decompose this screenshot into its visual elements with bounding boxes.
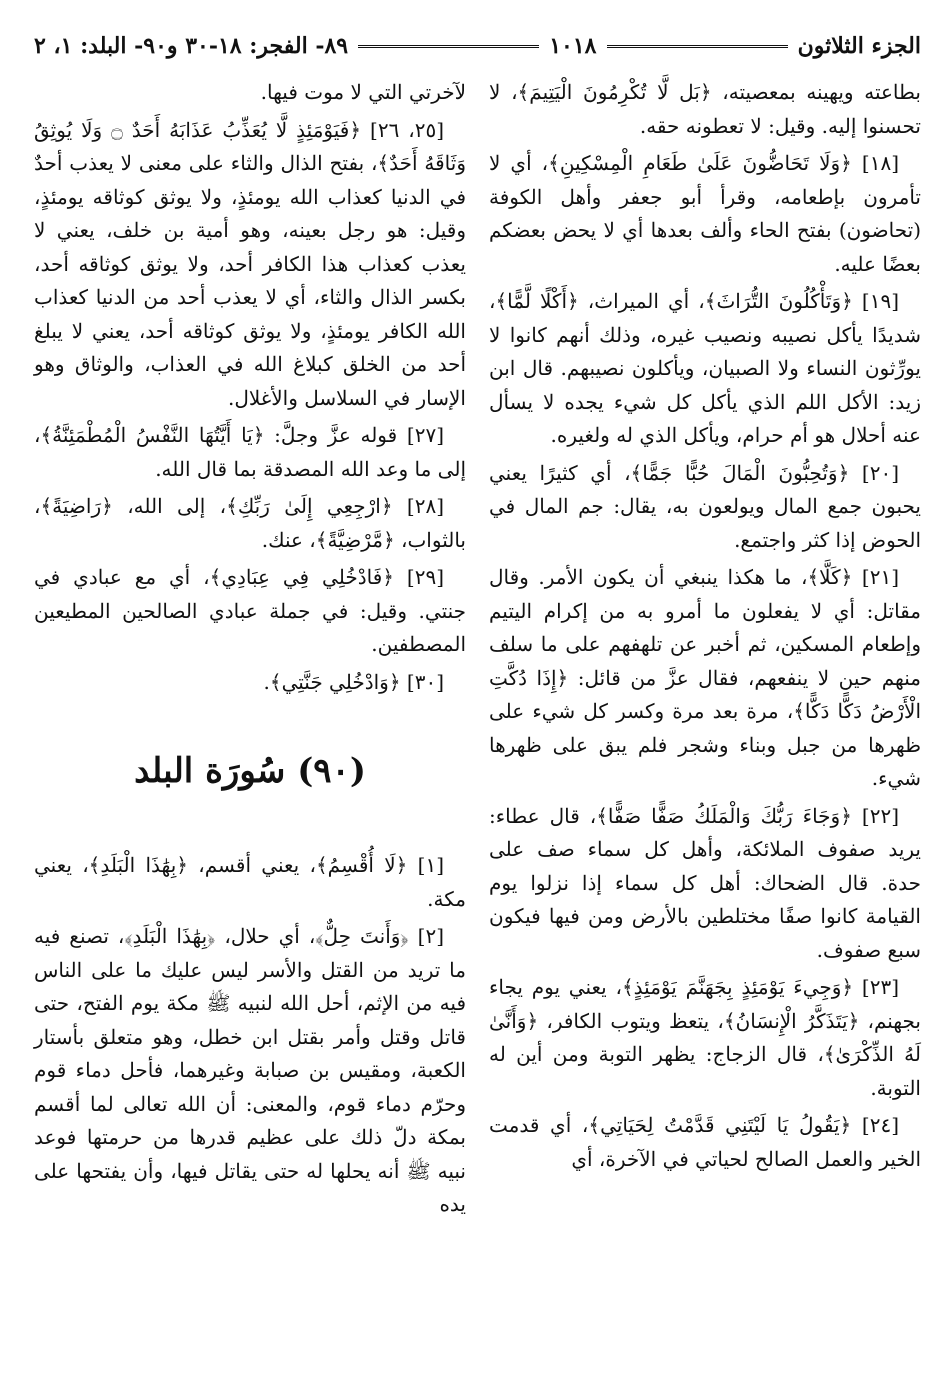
paragraph: [٢٨] ﴿ارْجِعِي إِلَىٰ رَبِّكِ﴾، إلى الله، ﴿رَاضِيَةً﴾، بالثواب، ﴿مَّرْضِيَّةً﴾، عنك. (34, 494, 466, 552)
surahs-range: ٨٩- الفجر: ١٨-٣٠ و٩٠- البلد: ١، ٢ (33, 33, 349, 59)
right-column (489, 76, 921, 1180)
paragraph: [٢٧] قوله عزَّ وجلَّ: ﴿يَا أَيَّتُهَا النَّفْسُ الْمُطْمَئِنَّةُ﴾، إلى ما وعد الله المصدقة بما قال الله. (34, 423, 466, 481)
left-column (34, 76, 466, 1226)
paragraph: [٢٠] ﴿وَتُحِبُّونَ الْمَالَ حُبًّا جَمًّا﴾، أي كثيرًا يعني يحبون جمع المال ويولعون به، يقال: جم المال في الحوض إذا كثر واجتمع. (489, 460, 921, 552)
paragraph: لآخرتي التي لا موت فيها. (260, 80, 466, 104)
paragraph: [٢٢] ﴿وَجَاءَ رَبُّكَ وَالْمَلَكُ صَفًّا صَفًّا﴾، قال عطاء: يريد صفوف الملائكة، وأهل كل سماء صف على حدة. قال الضحاك: أهل كل سماء إذا نزلوا يوم القيامة كانوا صفًا مختلطين بالأرض ومن فيها فيكون سبع صفوف. (489, 803, 921, 962)
paragraph: [١] ﴿لَا أُقْسِمُ﴾، يعني أقسم، ﴿بِهَٰذَا الْبَلَدِ﴾، يعني مكة. (34, 853, 466, 911)
surah-title: (٩٠) سُورَة البلد (134, 751, 366, 791)
paragraph: [٢] ﴿وَأَنتَ حِلٌّ﴾، أي حلال، ﴿بِهَٰذَا الْبَلَدِ﴾، تصنع فيه ما تريد من القتل والأسر ليس عليك ما على الناس فيه من الإثم، أحل الله لنبيه ﷺ مكة يوم الفتح، حتى قاتل وقتل وأمر بقتل ابن خطل، وهو متعلق بأستار الكعبة، ومقيس بن صبابة وغيرهما، فأحل دماء قوم وحرّم دماء قوم، والمعنى: أن الله تعالى لما أقسم بمكة دلّ ذلك على عظيم قدرها من حرمتها فوعد نبيه ﷺ أنه يحلها له حتى يقاتل فيها، وأن يفتحها على يده (34, 924, 467, 1216)
paragraph: بطاعته ويهينه بمعصيته، ﴿بَل لَّا تُكْرِمُونَ الْيَتِيمَ﴾، لا تحسنوا إليه. وقيل: لا تعطونه حقه. (489, 80, 921, 138)
paragraph: [٢٩] ﴿فَادْخُلِي فِي عِبَادِي﴾، أي مع عبادي في جنتي. وقيل: في جملة عبادي الصالحين المطيعين المصطفين. (34, 565, 466, 656)
juz-label: الجزء الثلاثون (797, 33, 921, 59)
page-header (34, 26, 921, 66)
paragraph: [٢٣] ﴿وَجِيءَ يَوْمَئِذٍ بِجَهَنَّمَ يَوْمَئِذٍ﴾، يعني يوم يجاء بجهنم، ﴿يَتَذَكَّرُ الْإِنسَانُ﴾، يتعظ ويتوب الكافر، ﴿وَأَنَّىٰ لَهُ الذِّكْرَىٰ﴾، قال الزجاج: يظهر التوبة ومن أين له التوبة. (489, 975, 921, 1100)
header-rule-right (607, 45, 788, 48)
paragraph: [١٨] ﴿وَلَا تَحَاضُّونَ عَلَىٰ طَعَامِ الْمِسْكِينِ﴾، أي لا تأمرون بإطعامه، وقرأ أبو جعفر وأهل الكوفة (تحاضون) بفتح الحاء وألف بعدها أي لا يحض بعضكم بعضًا عليه. (489, 151, 921, 276)
header-rule-left (358, 45, 539, 48)
paragraph: [٢١] ﴿كَلَّا﴾، ما هكذا ينبغي أن يكون الأمر. وقال مقاتل: أي لا يفعلون ما أمرو به من إكرام اليتيم وإطعام المسكين، ثم أخبر عن تلهفهم على ما سلف منهم حين لا ينفعهم، فقال عزَّ من قائل: ﴿إِذَا دُكَّتِ الْأَرْضُ دَكًّا دَكًّا﴾، مرة بعد مرة وكسر كل شيء على ظهرها من جبل وبناء وشجر فلم يبق على ظهرها شيء. (489, 565, 921, 790)
paragraph: [١٩] ﴿وَتَأْكُلُونَ التُّرَاثَ﴾، أي الميراث، ﴿أَكْلًا لَّمًّا﴾، شديدًا يأكل نصيبه ونصيب غيره، وذلك أنهم كانوا لا يورِّثون النساء ولا الصبيان، ويأكلون نصيبهم. قال ابن زيد: الأكل اللم الذي يأكل كل شيء يجده لا يسأل عنه أحلال هو أم حرام، ويأكل الذي له ولغيره. (489, 289, 921, 447)
paragraph: [٢٤] ﴿يَقُولُ يَا لَيْتَنِي قَدَّمْتُ لِحَيَاتِي﴾، أي قدمت الخير والعمل الصالح لحياتي في الآخرة، أي (489, 1113, 921, 1171)
paragraph: [٣٠] ﴿وَادْخُلِي جَنَّتِي﴾. (263, 669, 444, 694)
paragraph: [٢٥، ٢٦] ﴿فَيَوْمَئِذٍ لَّا يُعَذِّبُ عَذَابَهُ أَحَدٌ ۝ وَلَا يُوثِقُ وَثَاقَهُ أَحَدٌ﴾، بفتح الذال والثاء على معنى لا يعذب أحدٌ في الدنيا كعذاب الله يومئذٍ، ولا يوثق كوثاقه يومئذٍ، وقيل: هو رجل بعينه، وهو أمية بن خلف، يعني لا يعذب كعذاب هذا الكافر أحد، ولا يوثق كوثاقه أحد، بكسر الذال والثاء، أي لا يعذب أحد من الدنيا كعذاب الله الكافر يومئذٍ، ولا يوثق كوثاقه أحد، يعني لا يبلغ أحد من الخلق كبلاغ الله في العذاب، والوثاق وهو الإسار في السلاسل والأغلال. (34, 117, 466, 410)
page-number: ١٠١٨ (549, 33, 597, 59)
